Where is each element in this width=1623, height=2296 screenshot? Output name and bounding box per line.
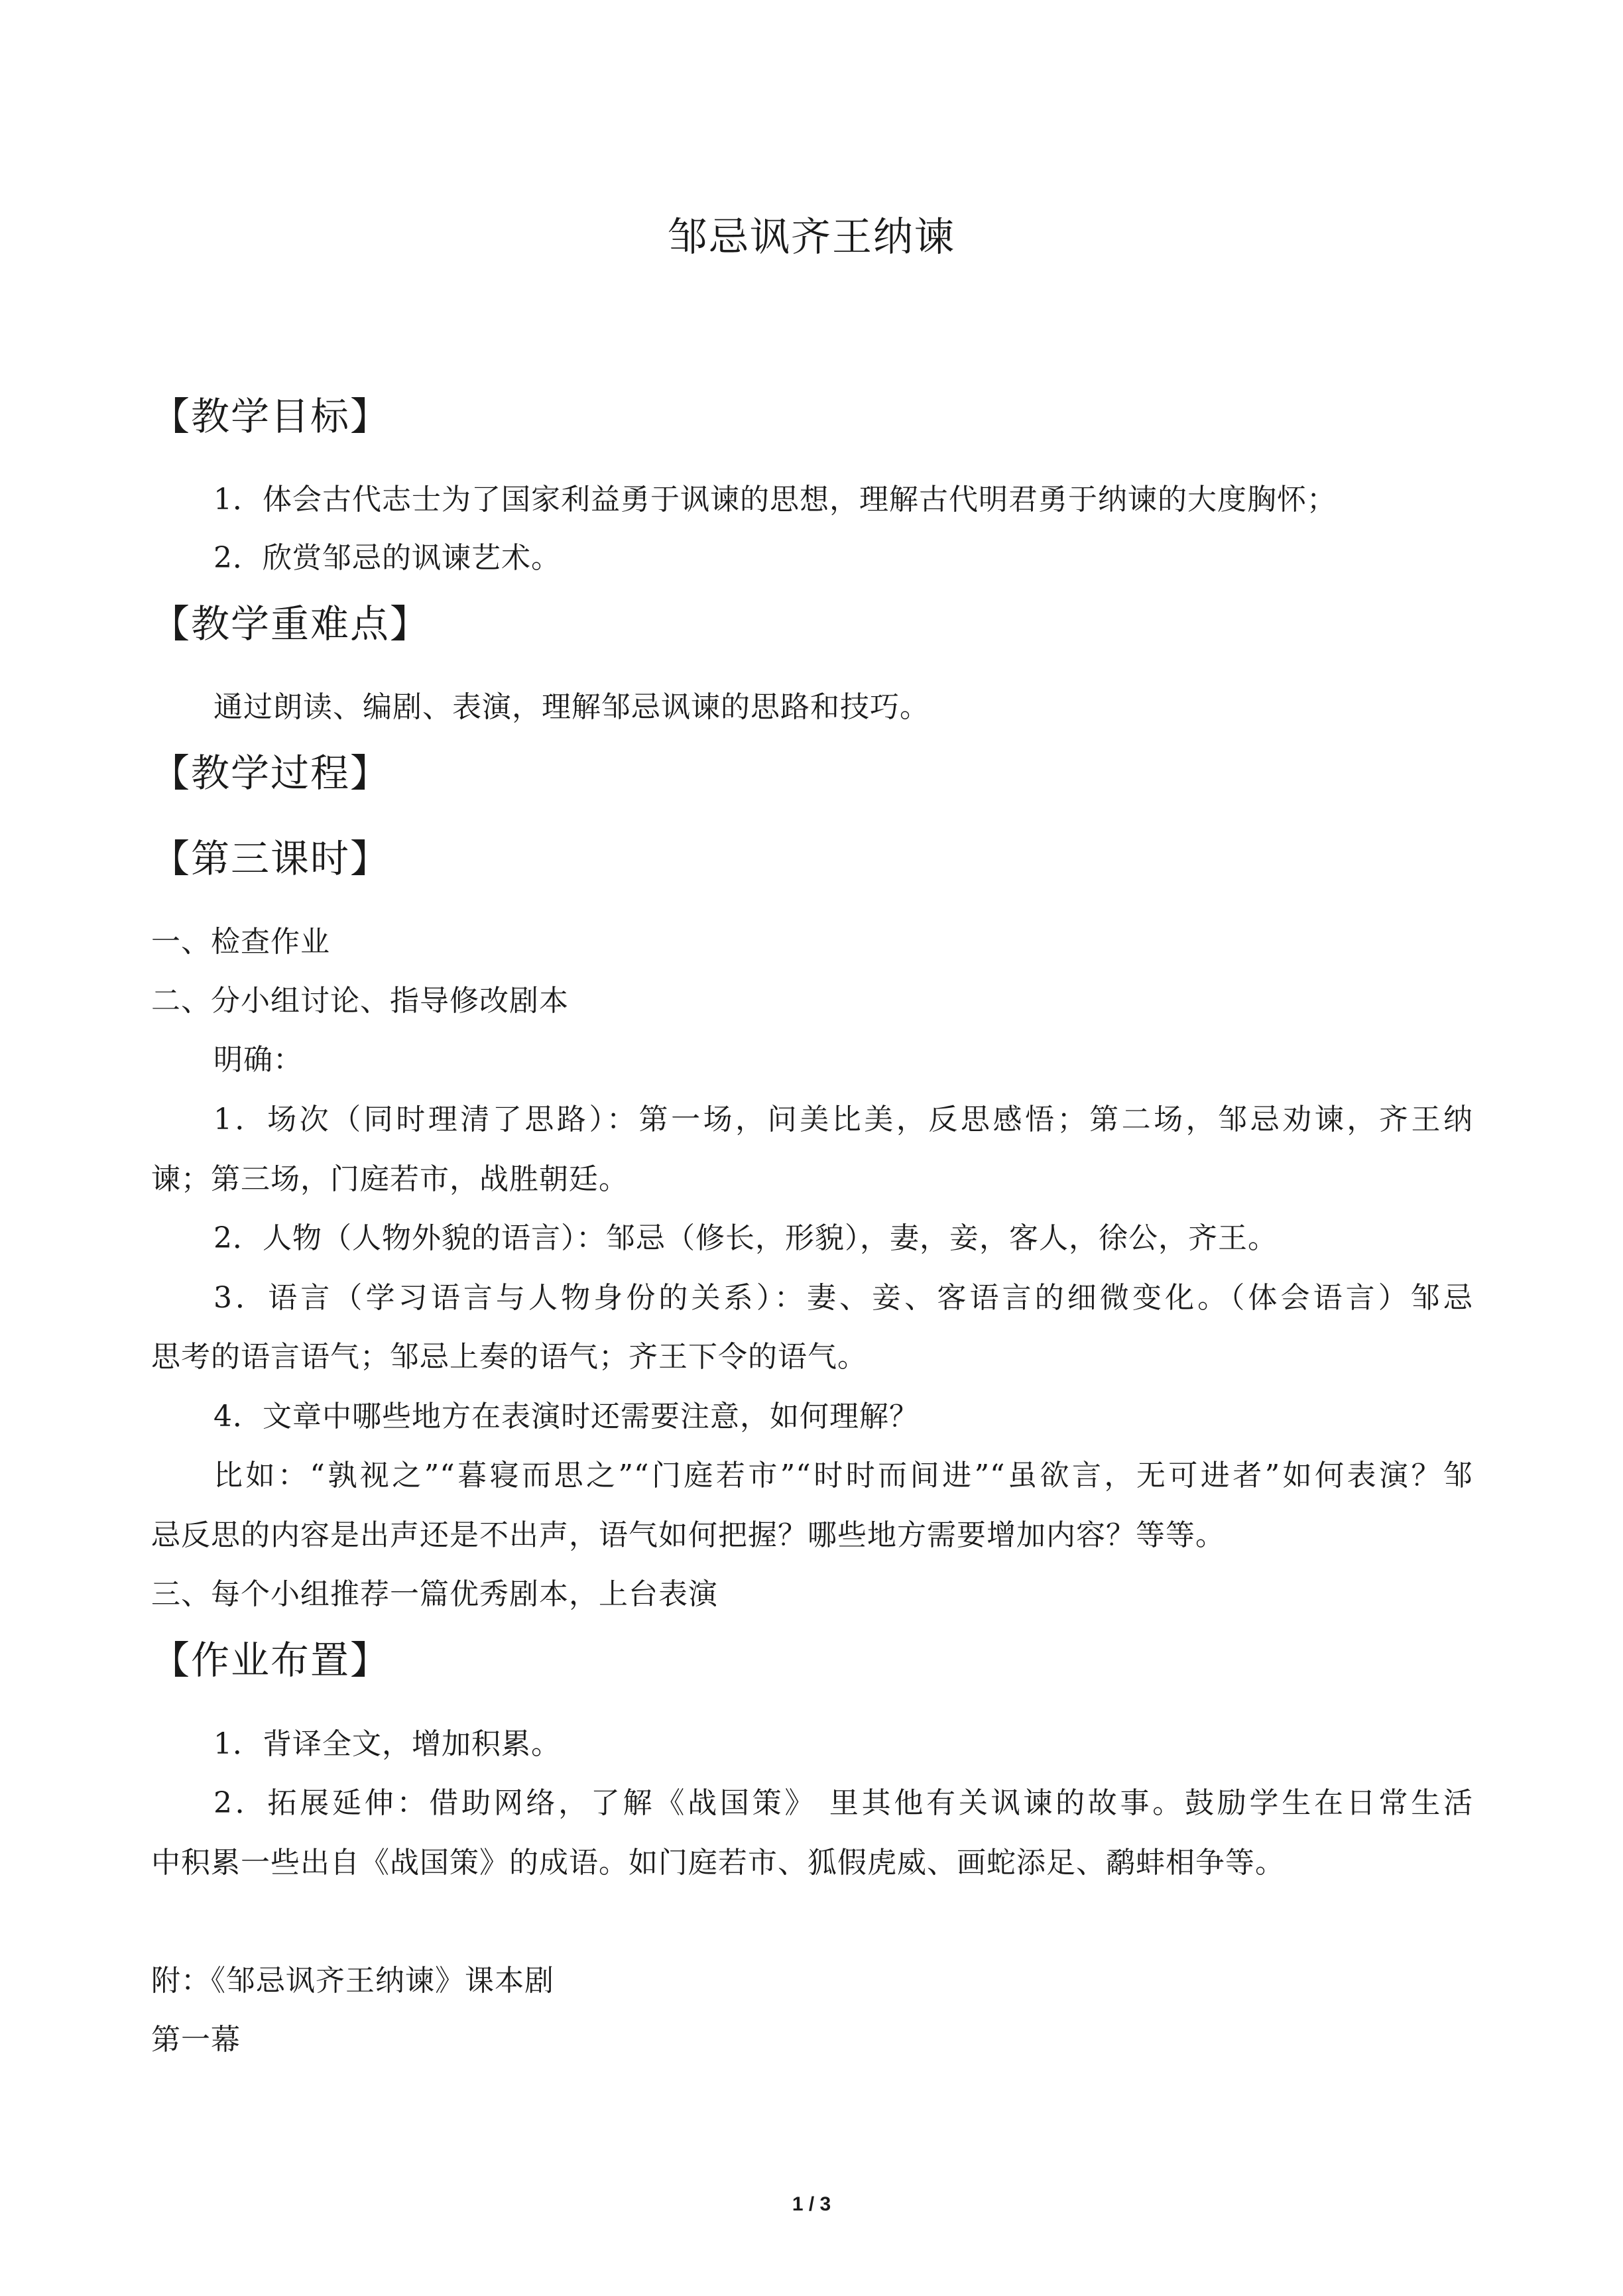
objectives-heading: 【教学目标】 [151,394,391,439]
key-points-text: 通过朗读、编剧、表演，理解邹忌讽谏的思路和技巧。 [213,690,930,724]
example-line-1: 比如：“孰视之”“暮寝而思之”“门庭若市”“时时而间进”“虽欲言，无可进者”如何表演？邹 [213,1459,1473,1492]
lesson3-step-2: 二、分小组讨论、指导修改剧本 [151,984,569,1018]
lesson3-heading: 【第三课时】 [151,836,391,881]
appendix-act: 第一幕 [151,2023,241,2057]
page-number: 1 / 3 [792,2193,831,2215]
homework-item-1: 1．背译全文，增加积累。 [213,1727,561,1761]
language-line-2: 思考的语言语气；邹忌上奏的语气；齐王下令的语气。 [151,1340,867,1374]
lesson3-step-3: 三、每个小组推荐一篇优秀剧本，上台表演 [151,1577,718,1611]
process-heading: 【教学过程】 [151,751,391,796]
scene-list-line-2: 谏；第三场，门庭若市，战胜朝廷。 [151,1162,629,1196]
performance-question: 4．文章中哪些地方在表演时还需要注意，如何理解？ [213,1400,919,1433]
example-line-2: 忌反思的内容是出声还是不出声，语气如何把握？哪些地方需要增加内容？等等。 [151,1518,1225,1552]
language-line-1: 3．语言（学习语言与人物身份的关系）：妻、妾、客语言的细微变化。（体会语言）邹忌 [213,1281,1473,1315]
objective-item-1: 1．体会古代志士为了国家利益勇于讽谏的思想，理解古代明君勇于纳谏的大度胸怀； [213,483,1337,516]
homework-item-2-line-2: 中积累一些出自《战国策》的成语。如门庭若市、狐假虎威、画蛇添足、鹬蚌相争等。 [151,1846,1285,1880]
homework-item-2-line-1: 2．拓展延伸：借助网络，了解《战国策》 里其他有关讽谏的故事。鼓励学生在日常生活 [213,1786,1473,1820]
scene-list-line-1: 1．场次（同时理清了思路）：第一场，问美比美，反思感悟；第二场，邹忌劝谏，齐王纳 [213,1103,1473,1136]
homework-heading: 【作业布置】 [151,1638,391,1683]
document-title: 邹忌讽齐王纳谏 [668,214,955,261]
clarify-label: 明确： [213,1043,303,1077]
appendix-title: 附：《邹忌讽齐王纳谏》课本剧 [151,1964,554,1998]
characters-line: 2．人物（人物外貌的语言）：邹忌（修长，形貌），妻，妾，客人，徐公，齐王。 [213,1221,1278,1255]
objective-item-2: 2．欣赏邹忌的讽谏艺术。 [213,541,561,575]
key-points-heading: 【教学重难点】 [151,601,430,646]
lesson3-step-1: 一、检查作业 [151,925,330,959]
